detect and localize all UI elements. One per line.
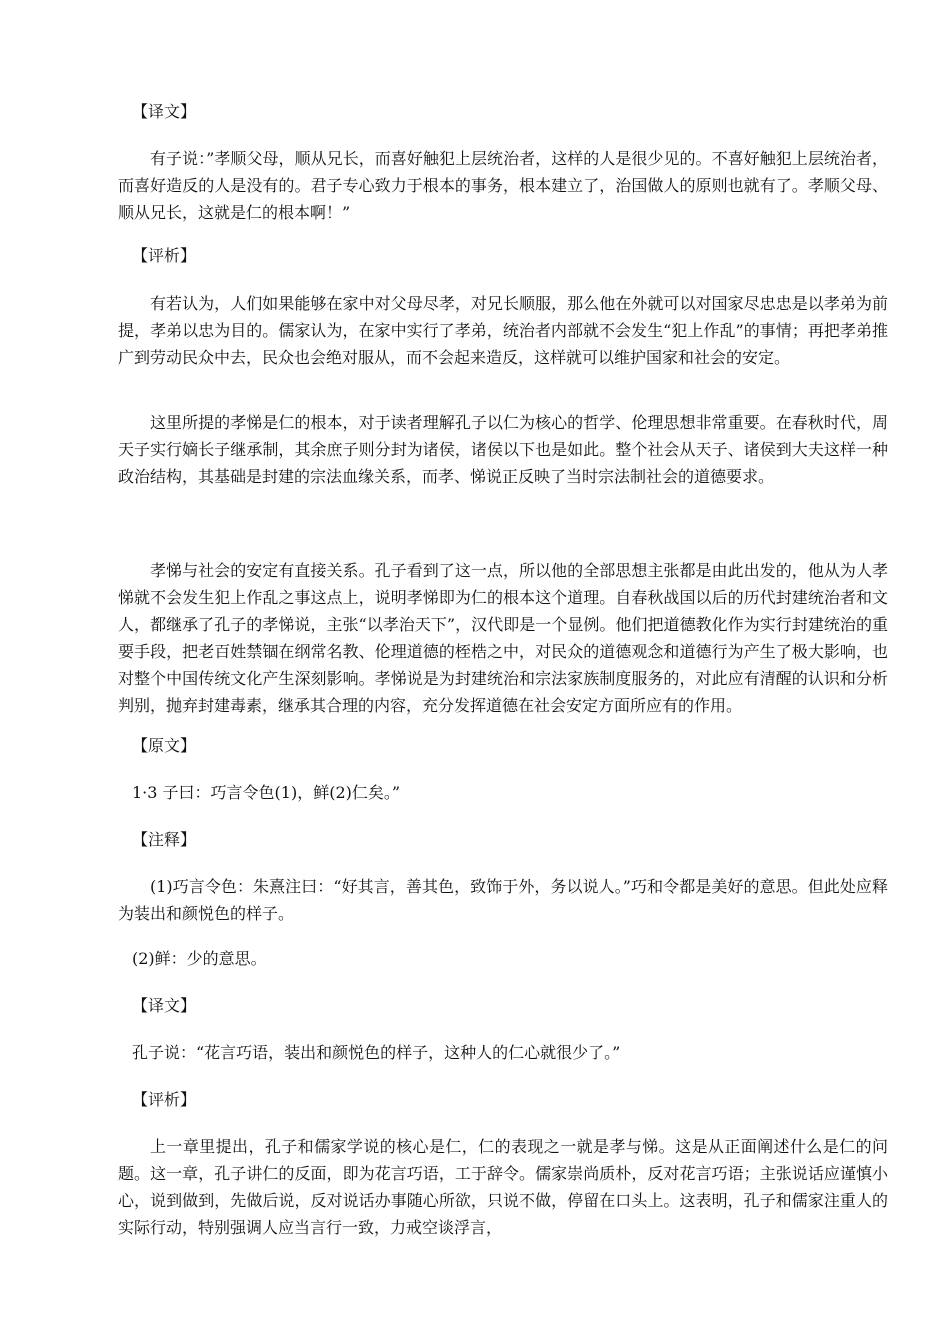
section-heading-analysis: 【评析】 bbox=[132, 246, 197, 265]
paragraph-analysis-4: 上一章里提出，孔子和儒家学说的核心是仁，仁的表现之一就是孝与悌。这是从正面阐述什么是仁的问题。这一章，孔子讲仁的反面，即为花言巧语，工于辞令。儒家崇尚质朴，反对花言巧语；主张说话应谨慎小心，说到做到，先做后说，反对说话办事随心所欲，只说不做，停留在口头上。这表明，孔子和儒家注重人的实际行动，特别强调人应当言行一致，力戒空谈浮言， bbox=[118, 1137, 888, 1237]
section-heading-notes: 【注释】 bbox=[132, 830, 197, 849]
section-heading-analysis-2: 【评析】 bbox=[132, 1090, 197, 1109]
paragraph-analysis-3: 孝悌与社会的安定有直接关系。孔子看到了这一点，所以他的全部思想主张都是由此出发的，他从为人孝悌就不会发生犯上作乱之事这点上，说明孝悌即为仁的根本这个道理。自春秋战国以后的历代封建统治者和文人，都继承了孔子的孝悌说，主张“以孝治天下”，汉代即是一个显例。他们把道德教化作为实行封建统治的重要手段，把老百姓禁锢在纲常名教、伦理道德的桎梏之中，对民众的道德观念和道德行为产生了极大影响，也对整个中国传统文化产生深刻影响。孝悌说是为封建统治和宗法家族制度服务的，对此应有清醒的认识和分析判别，抛弃封建毒素，继承其合理的内容，充分发挥道德在社会安定方面所应有的作用。 bbox=[118, 561, 888, 715]
note-1: (1)巧言令色：朱熹注曰：“好其言，善其色，致饰于外，务以说人。”巧和令都是美好的意思。但此处应释为装出和颜悦色的样子。 bbox=[118, 877, 888, 923]
paragraph-analysis-1: 有若认为，人们如果能够在家中对父母尽孝，对兄长顺服，那么他在外就可以对国家尽忠忠是以孝弟为前提，孝弟以忠为目的。儒家认为，在家中实行了孝弟，统治者内部就不会发生“犯上作乱”的事情；再把孝弟推广到劳动民众中去，民众也会绝对服从，而不会起来造反，这样就可以维护国家和社会的安定。 bbox=[118, 294, 888, 367]
section-heading-translation-2: 【译文】 bbox=[132, 996, 197, 1015]
paragraph-analysis-2: 这里所提的孝悌是仁的根本，对于读者理解孔子以仁为核心的哲学、伦理思想非常重要。在春秋时代，周天子实行嫡长子继承制，其余庶子则分封为诸侯，诸侯以下也是如此。整个社会从天子、诸侯到大夫这样一种政治结构，其基础是封建的宗法血缘关系，而孝、悌说正反映了当时宗法制社会的道德要求。 bbox=[118, 413, 888, 486]
note-2: (2)鲜：少的意思。 bbox=[132, 949, 267, 968]
paragraph-translation: 有子说：”孝顺父母，顺从兄长，而喜好触犯上层统治者，这样的人是很少见的。不喜好触犯上层统治者，而喜好造反的人是没有的。君子专心致力于根本的事务，根本建立了，治国做人的原则也就有了。孝顺父母、顺从兄长，这就是仁的根本啊！” bbox=[118, 149, 888, 222]
section-heading-original: 【原文】 bbox=[132, 736, 197, 755]
section-heading-translation: 【译文】 bbox=[132, 102, 197, 121]
translation-line-2: 孔子说：“花言巧语，装出和颜悦色的样子，这种人的仁心就很少了。” bbox=[132, 1043, 621, 1062]
original-text-line: 1·3 子曰：巧言令色(1)，鲜(2)仁矣。” bbox=[132, 783, 401, 802]
